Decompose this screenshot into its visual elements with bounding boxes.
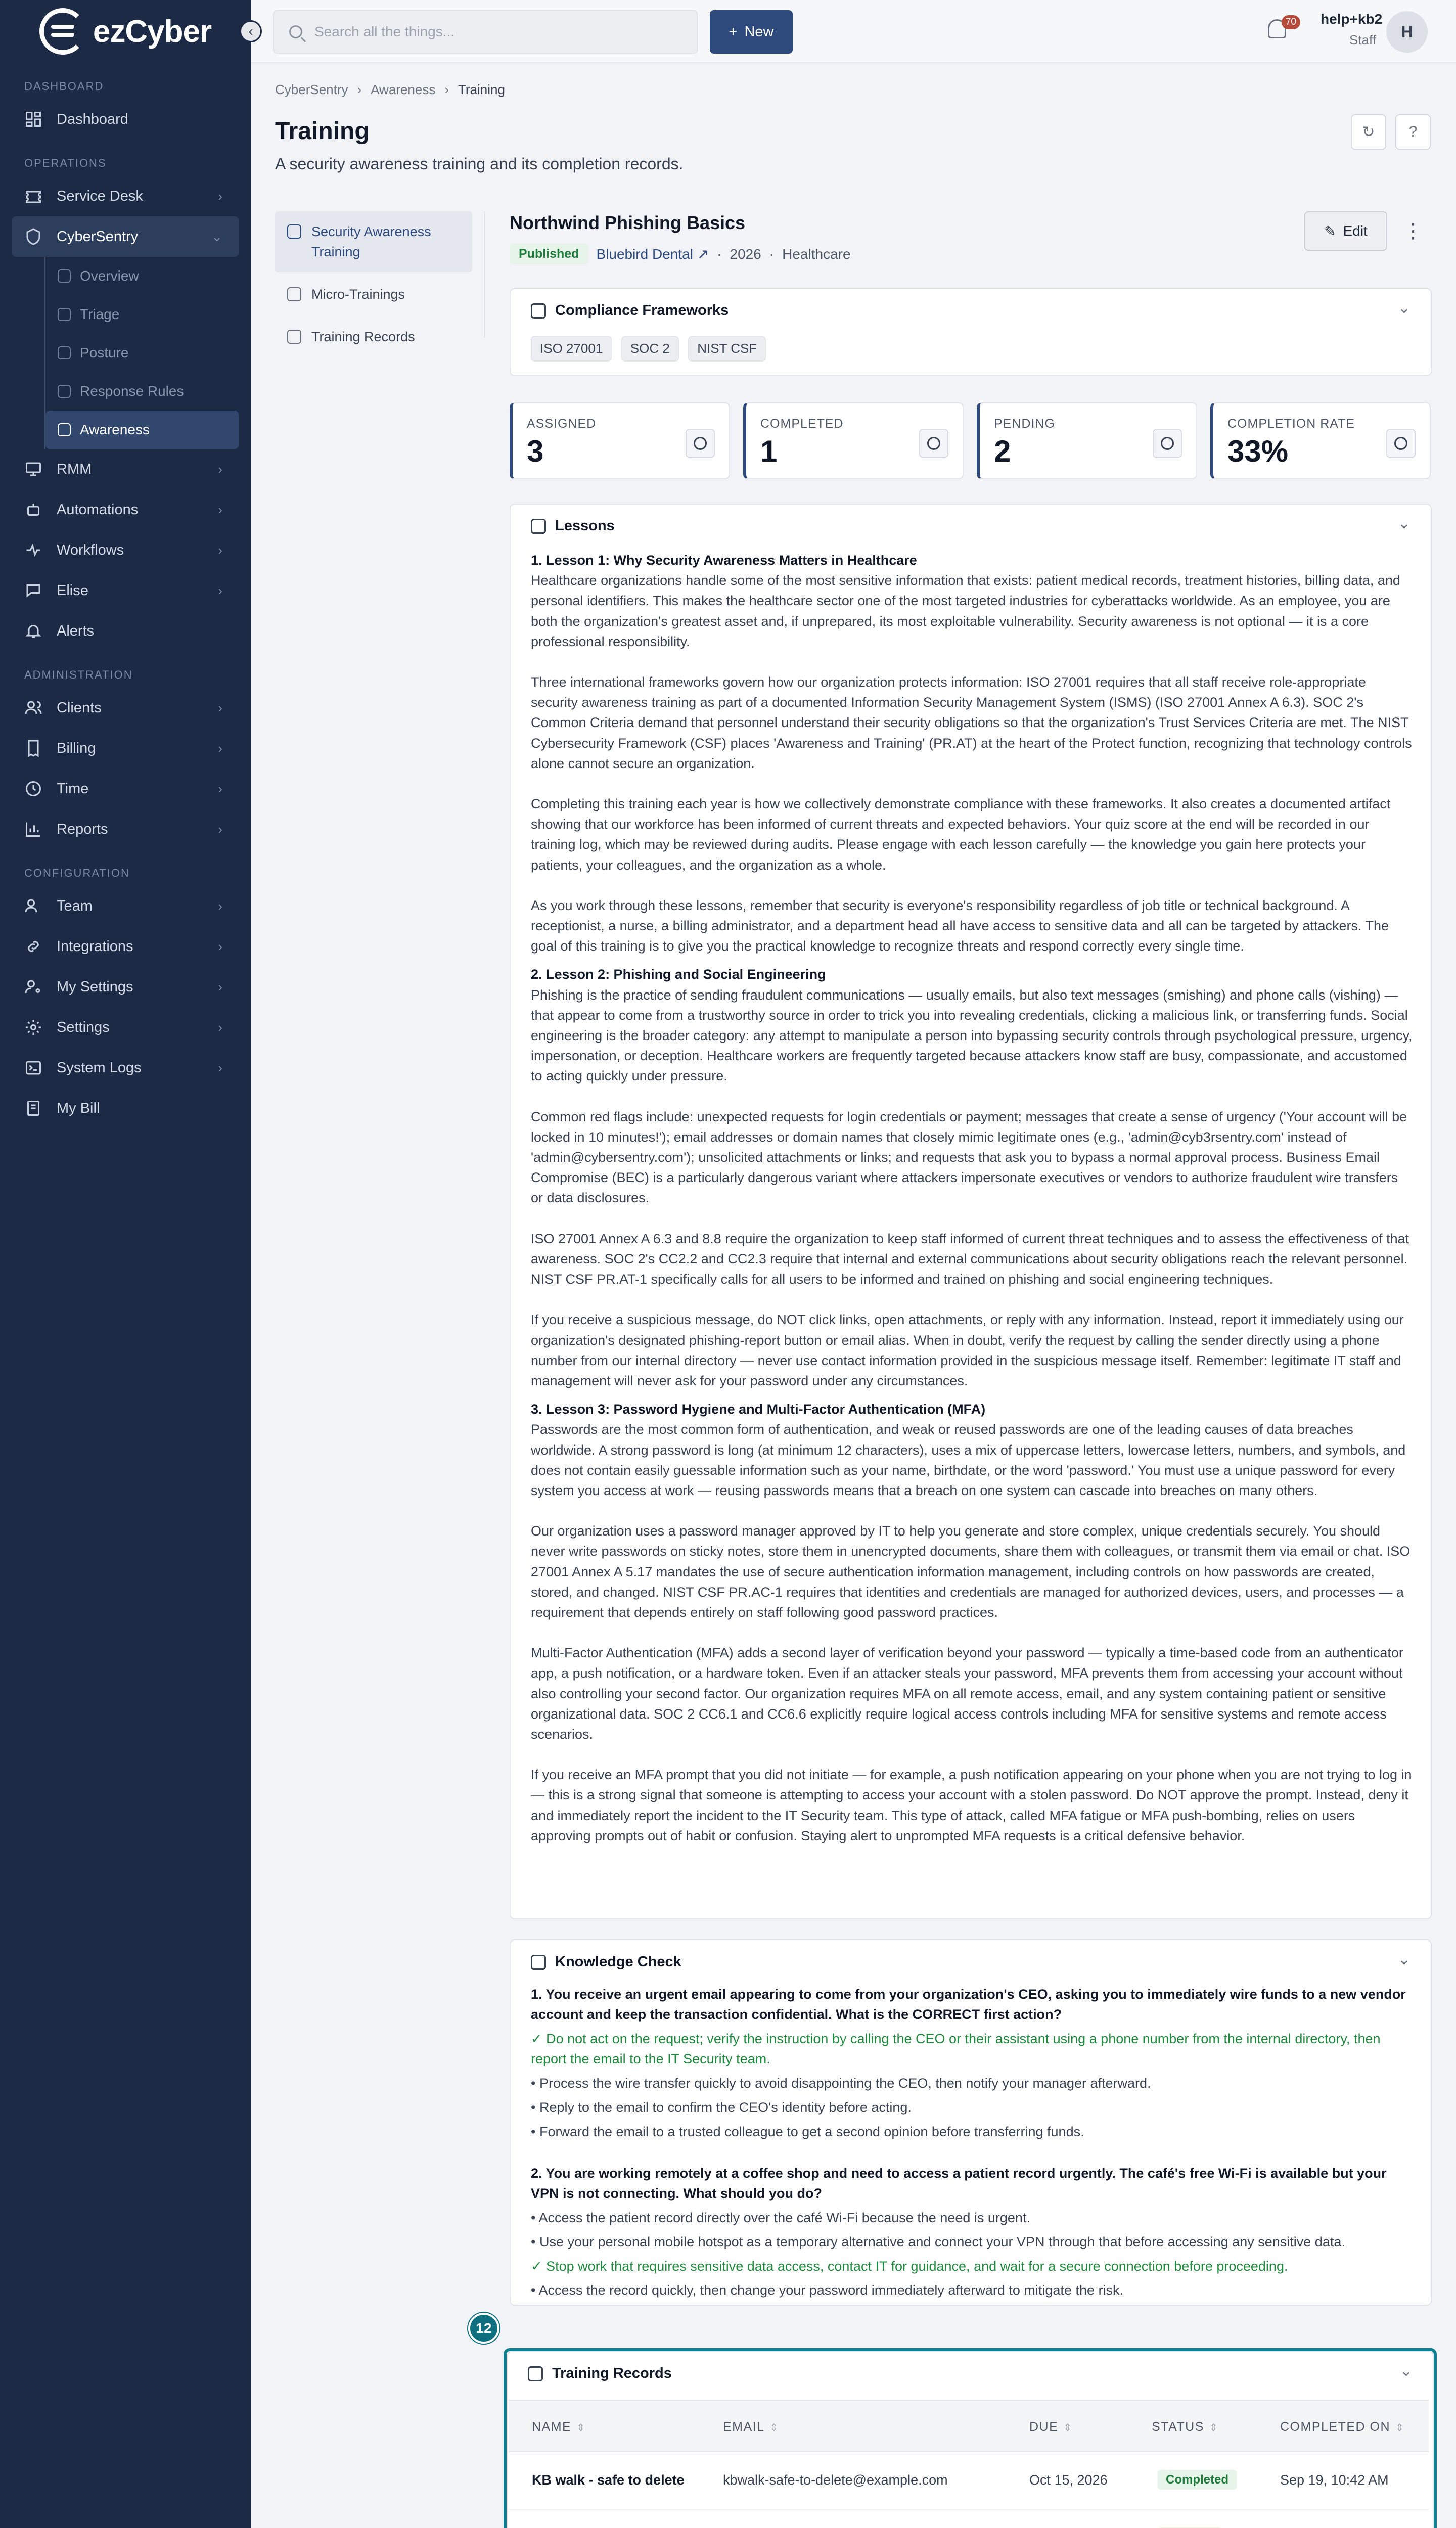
- card-title: Knowledge Check: [555, 1954, 681, 1970]
- sidebar-item-label: Integrations: [57, 938, 133, 955]
- clock-icon: [24, 780, 42, 798]
- page-title: Training: [275, 118, 370, 145]
- sidebar-item-label: Alerts: [57, 622, 95, 639]
- card-header[interactable]: [531, 518, 615, 534]
- lesson-paragraph: If you receive a suspicious message, do NOT click links, open attachments, or reply with any information. Instead, report it immediately using our organization's designated phishing-report button or email alias. When in doubt, verify the request by calling the sender directly using a phone number from our internal directory — never use contact information provided in the suspicious message itself. Remember: legitimate IT staff and management will never ask for your password under any circumstances.: [531, 1312, 1404, 1388]
- question-block: [531, 2163, 1413, 2300]
- cybersentry-submenu: [44, 257, 239, 449]
- search-input[interactable]: [273, 10, 698, 54]
- answer-option: • Access the patient record directly over the café Wi-Fi because the need is urgent.: [531, 2210, 1030, 2225]
- knowledge-check-content: [531, 1984, 1413, 2305]
- lesson-paragraph: Phishing is the practice of sending fraudulent communications — usually emails, but also text messages (smishing) and phone calls (vishing) — that appear to come from a trustworthy source in order to trick you into revealing credentials, clicking a malicious link, or transferring funds. Social engineering is the broader category: any attempt to manipulate a person into bypassing security controls through psychological pressure, urgency, impersonation, or deception. Healthcare workers are frequently targeted because attackers know staff are busy, compassionate, and accustomed to acting quickly under pressure.: [531, 987, 1413, 1084]
- stat-assigned: [510, 402, 730, 479]
- gear-icon: [24, 1018, 42, 1036]
- separator-dot: ·: [769, 246, 775, 262]
- sidebar-item-label: Service Desk: [57, 188, 143, 204]
- chevron-right-icon: ›: [218, 542, 222, 558]
- lesson-heading: 2. Lesson 2: Phishing and Social Engineering: [531, 967, 826, 982]
- stat-label: PENDING: [994, 417, 1055, 431]
- client-name: Bluebird Dental: [596, 246, 693, 262]
- subitem-label: Response Rules: [80, 383, 184, 399]
- chevron-right-icon: ›: [218, 979, 222, 995]
- lesson-paragraph: ISO 27001 Annex A 6.3 and 8.8 require the organization to keep staff informed of current threat techniques and to assess the effectiveness of that awareness. SOC 2's CC2.2 and CC2.3 require that internal and external communications about security obligations reach the relevant personnel. NIST CSF PR.AT-1 specifically calls for all users to be informed and trained on phishing and social engineering techniques.: [531, 1231, 1409, 1287]
- sort-icon: ⇕: [1063, 2422, 1073, 2433]
- book-icon: [531, 519, 546, 534]
- answer-option: • Use your personal mobile hotspot as a temporary alternative and connect your VPN through that before accessing any sensitive data.: [531, 2234, 1345, 2249]
- sidebar-item-dashboard[interactable]: [0, 99, 251, 140]
- topbar: [251, 0, 1456, 63]
- user-role: Staff: [1349, 32, 1376, 48]
- sidebar-item-time[interactable]: [0, 769, 251, 809]
- sidebar-item-label: Dashboard: [57, 111, 128, 127]
- section-operations: OPERATIONS: [24, 157, 107, 169]
- users-icon: [686, 429, 715, 458]
- subitem-label: Triage: [80, 306, 120, 322]
- lesson-paragraph: Multi-Factor Authentication (MFA) adds a second layer of verification beyond your password — typically a time-based code from an authenticator app, a push notification, or a hardware token. Even if an attacker steals your password, MFA prevents them from accessing your account without also controlling your second factor. Our organization requires MFA on all remote access, email, and any system containing patient or sensitive organizational data. SOC 2 CC6.1 and CC6.6 explicitly require logical access controls including MFA for sensitive systems and remote access scenarios.: [531, 1645, 1403, 1742]
- chevron-right-icon: ›: [218, 700, 222, 715]
- new-button-label: New: [744, 23, 774, 40]
- training-year: 2026: [730, 246, 761, 262]
- logo[interactable]: [0, 0, 251, 63]
- stat-value: 3: [527, 434, 544, 468]
- status-badge: Completed: [1158, 2470, 1237, 2490]
- new-button[interactable]: [710, 10, 793, 54]
- chevron-right-icon: ›: [218, 461, 222, 477]
- chevron-down-icon[interactable]: ⌄: [1399, 2363, 1413, 2379]
- sidebar-item-workflows[interactable]: [0, 530, 251, 570]
- posture-icon: [58, 346, 71, 359]
- sidebar-item-service-desk[interactable]: [0, 176, 251, 216]
- column-label: STATUS: [1152, 2420, 1204, 2434]
- sidebar-collapse-icon[interactable]: ‹: [240, 20, 262, 42]
- grid-icon: [24, 110, 42, 128]
- invoice-icon: [24, 739, 42, 757]
- answer-option: • Forward the email to a trusted colleague to get a second opinion before transferring funds.: [531, 2124, 1084, 2139]
- breadcrumb-cybersentry[interactable]: CyberSentry: [275, 82, 348, 97]
- sidebar-item-label: System Logs: [57, 1059, 142, 1076]
- sidebar-item-my-bill[interactable]: [0, 1088, 251, 1128]
- column-label: EMAIL: [723, 2420, 765, 2434]
- ticket-icon: [24, 187, 42, 205]
- lesson-paragraph: Three international frameworks govern how our organization protects information: ISO 27001 requires that all staff receive role-appropriate security awareness training as part of a documented Information Security Management System (ISMS) (ISO 27001 Annex A 6.3). SOC 2's Common Criteria demand that personnel understand their security obligations so that the organization's Trust Services Criteria are met. The NIST Cybersecurity Framework (CSF) places 'Awareness and Training' (PR.AT) at the heart of the Protect function, recognizing that technology controls alone cannot secure an organization.: [531, 674, 1412, 771]
- sidebar-item-alerts[interactable]: [0, 611, 251, 651]
- sidebar-item-my-settings[interactable]: [0, 967, 251, 1007]
- sidebar-subitem-response-rules[interactable]: [46, 372, 239, 411]
- clipboard-icon: [531, 303, 546, 319]
- stat-value: 1: [760, 434, 778, 468]
- edit-button-label: Edit: [1343, 223, 1368, 239]
- cell-due: Oct 15, 2026: [1029, 2472, 1108, 2488]
- triage-icon: [58, 308, 71, 321]
- monitor-icon: [24, 460, 42, 478]
- training-title: Northwind Phishing Basics: [510, 212, 746, 233]
- link-icon: [24, 937, 42, 956]
- sidebar-item-cybersentry[interactable]: [12, 216, 239, 257]
- subitem-label: Posture: [80, 345, 129, 360]
- subitem-label: Overview: [80, 268, 139, 284]
- plus-icon: +: [729, 23, 738, 40]
- sidebar-item-label: Billing: [57, 740, 96, 756]
- stat-pending: [977, 402, 1197, 479]
- edit-button[interactable]: [1304, 211, 1387, 251]
- notifications-button[interactable]: [1268, 16, 1296, 41]
- security-awareness-icon: [287, 224, 301, 239]
- page-subtitle: A security awareness training and its completion records.: [275, 155, 684, 173]
- sidebar-item-label: RMM: [57, 461, 92, 477]
- chevron-right-icon: ›: [218, 502, 222, 517]
- more-options-icon[interactable]: ⋮: [1403, 220, 1423, 242]
- chevron-down-icon: ⌄: [211, 229, 222, 244]
- column-label: COMPLETED ON: [1280, 2420, 1391, 2434]
- chat-icon: [24, 581, 42, 600]
- lesson-heading: 3. Lesson 3: Password Hygiene and Multi-Factor Authentication (MFA): [531, 1402, 986, 1417]
- help-icon: ?: [1408, 123, 1418, 140]
- lessons-card: [510, 504, 1432, 1919]
- overview-icon: [58, 269, 71, 283]
- compliance-frameworks-card: [510, 288, 1432, 376]
- subnav-training-records[interactable]: [275, 317, 472, 357]
- framework-chip: NIST CSF: [688, 336, 766, 362]
- training-subnav: [275, 211, 472, 359]
- highlight-outline: [504, 2348, 1437, 2528]
- users-icon: [24, 699, 42, 717]
- shield-icon: [24, 228, 42, 246]
- client-link[interactable]: [596, 246, 709, 262]
- chevron-right-icon: ›: [218, 821, 222, 837]
- receipt-icon: [24, 1099, 42, 1117]
- refresh-button[interactable]: [1351, 114, 1386, 150]
- card-title: Compliance Frameworks: [555, 302, 729, 319]
- sidebar-item-elise[interactable]: [0, 570, 251, 611]
- knowledge-check-card: [510, 1939, 1432, 2306]
- answer-option: • Access the record quickly, then change your password immediately afterward to mitigate the risk.: [531, 2283, 1123, 2298]
- chevron-right-icon: ›: [218, 582, 222, 598]
- clipboard-check-icon: [1386, 429, 1416, 458]
- answer-option: • Reply to the email to confirm the CEO's identity before acting.: [531, 2100, 912, 2115]
- sidebar: [0, 0, 251, 2528]
- sidebar-item-settings[interactable]: [0, 1007, 251, 1048]
- stat-label: COMPLETION RATE: [1227, 417, 1355, 431]
- card-header[interactable]: [531, 1954, 681, 1970]
- section-configuration: CONFIGURATION: [24, 867, 130, 879]
- sidebar-subitem-overview[interactable]: [46, 257, 239, 295]
- bell-icon: [24, 622, 42, 640]
- chevron-right-icon: ›: [218, 1019, 222, 1035]
- separator-dot: ·: [717, 246, 722, 262]
- sidebar-item-system-logs[interactable]: [0, 1048, 251, 1088]
- sidebar-item-automations[interactable]: [0, 489, 251, 530]
- bar-chart-icon: [24, 820, 42, 838]
- subnav-label: Security Awareness Training: [311, 224, 431, 259]
- sort-icon: ⇕: [1209, 2422, 1219, 2433]
- team-icon: [24, 897, 42, 915]
- framework-chip: ISO 27001: [531, 336, 612, 362]
- lesson-paragraph: As you work through these lessons, remember that security is everyone's responsibility regardless of job title or technical background. A receptionist, a nurse, a billing administrator, and a department head all have access to sensitive data and all can be targeted by attackers. The goal of this training is to give you the practical knowledge to recognize threats and respond correctly every single time.: [531, 897, 1389, 954]
- stat-label: ASSIGNED: [527, 417, 597, 431]
- lesson-paragraph: If you receive an MFA prompt that you did not initiate — for example, a push notification appearing on your phone when you are not trying to log in — this is a strong signal that someone is attempting to access your account with a stolen password. Do NOT approve the prompt. Instead, deny it and immediately report the incident to the IT Security team. This type of attack, called MFA fatigue or MFA push-bombing, relies on users approving prompts out of habit or confusion. Staying alert to unprompted MFA requests is a critical defensive behavior.: [531, 1767, 1412, 1843]
- breadcrumb-awareness[interactable]: Awareness: [371, 82, 436, 97]
- sort-icon: ⇕: [1395, 2422, 1405, 2433]
- chevron-right-icon: ›: [218, 938, 222, 954]
- sidebar-item-label: Automations: [57, 501, 139, 518]
- sidebar-item-billing[interactable]: [0, 728, 251, 769]
- sidebar-item-reports[interactable]: [0, 809, 251, 849]
- pencil-icon: ✎: [1324, 223, 1336, 239]
- sort-icon: ⇕: [769, 2422, 779, 2433]
- chevron-right-icon: ›: [357, 82, 362, 97]
- training-industry: Healthcare: [782, 246, 851, 262]
- subitem-label: Awareness: [80, 422, 150, 437]
- cell-name: KB walk - safe to delete: [532, 2472, 685, 2488]
- sidebar-item-label: CyberSentry: [57, 228, 139, 245]
- card-header[interactable]: [531, 302, 729, 319]
- column-label: NAME: [532, 2420, 572, 2434]
- sidebar-item-label: Elise: [57, 582, 88, 599]
- lesson-heading: 1. Lesson 1: Why Security Awareness Matters in Healthcare: [531, 553, 917, 568]
- external-link-icon: ↗: [697, 246, 709, 262]
- question-text: 1. You receive an urgent email appearing to come from your organization's CEO, asking you to immediately wire funds to a new vendor account and keep the transaction confidential. What is the CORRECT first action?: [531, 1987, 1406, 2022]
- cell-email: kbwalk-safe-to-delete@example.com: [723, 2472, 948, 2488]
- stat-value: 33%: [1227, 434, 1289, 468]
- refresh-icon: ↻: [1362, 123, 1375, 141]
- search-icon: [289, 25, 302, 38]
- lesson-paragraph: Healthcare organizations handle some of the most sensitive information that exists: patient medical records, treatment histories, billing data, and personal identifiers. This makes the healthcare sector one of the most targeted industries for cyberattacks worldwide. As an employee, you are both the organization's greatest asset and, if unprepared, its most exploitable vulnerability. Security awareness is not optional — it is a core professional responsibility.: [531, 573, 1400, 649]
- terminal-icon: [24, 1059, 42, 1077]
- answer-option: • Process the wire transfer quickly to avoid disappointing the CEO, then notify your manager afterward.: [531, 2075, 1151, 2091]
- lesson-paragraph: Passwords are the most common form of authentication, and weak or reused passwords are one of the leading causes of data breaches worldwide. A strong password is long (at minimum 12 characters), uses a mix of uppercase letters, lowercase letters, numbers, and symbols, and does not contain easily guessable information such as your name, birthdate, or the word 'password.' You must use a unique password for every system you access at work — reusing passwords means that a breach on one system can cascade into breaches on many others.: [531, 1422, 1406, 1498]
- chevron-right-icon: ›: [218, 781, 222, 796]
- subnav-label: Training Records: [311, 329, 415, 344]
- cell-completed-on: Sep 19, 10:42 AM: [1280, 2472, 1389, 2488]
- awareness-icon: [58, 423, 71, 436]
- subnav-micro-trainings[interactable]: [275, 274, 472, 314]
- breadcrumb: [275, 82, 505, 98]
- sidebar-item-label: My Settings: [57, 978, 133, 995]
- sidebar-item-integrations[interactable]: [0, 926, 251, 967]
- user-cog-icon: [24, 978, 42, 996]
- breadcrumb-training: Training: [458, 82, 505, 97]
- section-dashboard: DASHBOARD: [24, 80, 104, 93]
- framework-chip: SOC 2: [621, 336, 679, 362]
- response-rules-icon: [58, 385, 71, 398]
- training-meta: [510, 244, 851, 264]
- answer-option-correct: ✓ Stop work that requires sensitive data access, contact IT for guidance, and wait for a secure connection before proceeding.: [531, 2259, 1288, 2274]
- clock-icon: [1153, 429, 1182, 458]
- sidebar-item-label: Time: [57, 780, 89, 797]
- sidebar-item-team[interactable]: [0, 886, 251, 926]
- lesson-paragraph: Common red flags include: unexpected requests for login credentials or payment; messages that create a sense of urgency ('Your account will be locked in 10 minutes!'); email addresses or domain names that closely mimic legitimate ones (e.g., 'admin@cyb3rsentry.com' instead of 'admin@cybersentry.com'); unsolicited attachments or links; and requests that ask you to bypass a normal approval process. Business Email Compromise (BEC) is a particularly dangerous variant where attackers impersonate executives or vendors to authorize fraudulent wire transfers or data disclosures.: [531, 1109, 1407, 1206]
- avatar[interactable]: H: [1386, 11, 1428, 53]
- lesson-paragraph: Completing this training each year is how we collectively demonstrate compliance with these frameworks. It also creates a documented artifact showing that our workforce has been informed of current threats and expected behaviors. Your quiz score at the end will be recorded in our training log, which may be reviewed during audits. Please engage with each lesson carefully — the knowledge you gain here protects your patients, your colleagues, and the organization as a whole.: [531, 796, 1391, 873]
- chevron-right-icon: ›: [444, 82, 449, 97]
- chevron-right-icon: ›: [218, 188, 222, 204]
- stat-value: 2: [994, 434, 1011, 468]
- sidebar-item-label: Team: [57, 897, 93, 914]
- sidebar-item-clients[interactable]: [0, 688, 251, 728]
- sidebar-item-label: Settings: [57, 1019, 110, 1035]
- column-label: DUE: [1029, 2420, 1059, 2434]
- check-circle-icon: [919, 429, 948, 458]
- chevron-right-icon: ›: [218, 898, 222, 914]
- chevron-right-icon: ›: [218, 740, 222, 756]
- question-text: 2. You are working remotely at a coffee shop and need to access a patient record urgently. The café's free Wi-Fi is available but your VPN is not connecting. What should you do?: [531, 2165, 1387, 2201]
- divider: [484, 211, 485, 338]
- chevron-down-icon[interactable]: ⌄: [1397, 515, 1410, 532]
- help-button[interactable]: [1395, 114, 1431, 150]
- status-badge: Published: [510, 244, 588, 264]
- card-title: Training Records: [552, 2365, 672, 2381]
- sidebar-subitem-awareness[interactable]: [46, 411, 239, 449]
- logo-text: ezCyber: [93, 14, 212, 49]
- chevron-down-icon[interactable]: ⌄: [1397, 300, 1410, 317]
- sidebar-item-rmm[interactable]: [0, 449, 251, 489]
- micro-trainings-icon: [287, 287, 301, 301]
- stat-completion-rate: [1210, 402, 1431, 479]
- chevron-down-icon[interactable]: ⌄: [1397, 1951, 1410, 1968]
- step-marker: 12: [468, 2313, 499, 2344]
- sidebar-item-label: Clients: [57, 699, 102, 716]
- stat-label: COMPLETED: [760, 417, 844, 431]
- subnav-security-awareness[interactable]: [275, 211, 472, 272]
- graduation-cap-icon: [531, 1955, 546, 1970]
- logo-mark-icon: [39, 8, 86, 55]
- card-title: Lessons: [555, 518, 615, 534]
- sidebar-subitem-triage[interactable]: [46, 295, 239, 334]
- search-placeholder: Search all the things...: [314, 24, 455, 39]
- user-name: help+kb2: [1321, 11, 1383, 27]
- lesson-paragraph: Our organization uses a password manager approved by IT to help you generate and store complex, unique credentials securely. You should never write passwords on sticky notes, store them in unencrypted documents, share them with colleagues, or transmit them via email or chat. ISO 27001 Annex A 5.17 mandates the use of secure authentication information management, including controls on how passwords are created, stored, and changed. NIST CSF PR.AC-1 requires that identities and credentials are managed for authorized devices, users, and processes — a requirement that depends entirely on staff following good password practices.: [531, 1523, 1410, 1620]
- sidebar-item-label: Workflows: [57, 541, 124, 558]
- stat-completed: [743, 402, 964, 479]
- chevron-right-icon: ›: [218, 1060, 222, 1075]
- sidebar-item-label: Reports: [57, 821, 108, 837]
- framework-chips: [531, 336, 773, 362]
- sort-icon: ⇕: [576, 2422, 586, 2433]
- training-records-icon: [287, 330, 301, 344]
- sidebar-item-label: My Bill: [57, 1100, 100, 1116]
- lessons-content: [531, 550, 1413, 1846]
- section-administration: ADMINISTRATION: [24, 668, 133, 681]
- robot-icon: [24, 501, 42, 519]
- subnav-label: Micro-Trainings: [311, 287, 405, 302]
- notification-badge: 70: [1282, 15, 1300, 29]
- answer-option-correct: ✓ Do not act on the request; verify the instruction by calling the CEO or their assistant using a phone number from the internal directory, then report the email to the IT Security team.: [531, 2031, 1381, 2066]
- question-block: [531, 1984, 1413, 2142]
- sidebar-subitem-posture[interactable]: [46, 334, 239, 372]
- workflow-icon: [24, 541, 42, 559]
